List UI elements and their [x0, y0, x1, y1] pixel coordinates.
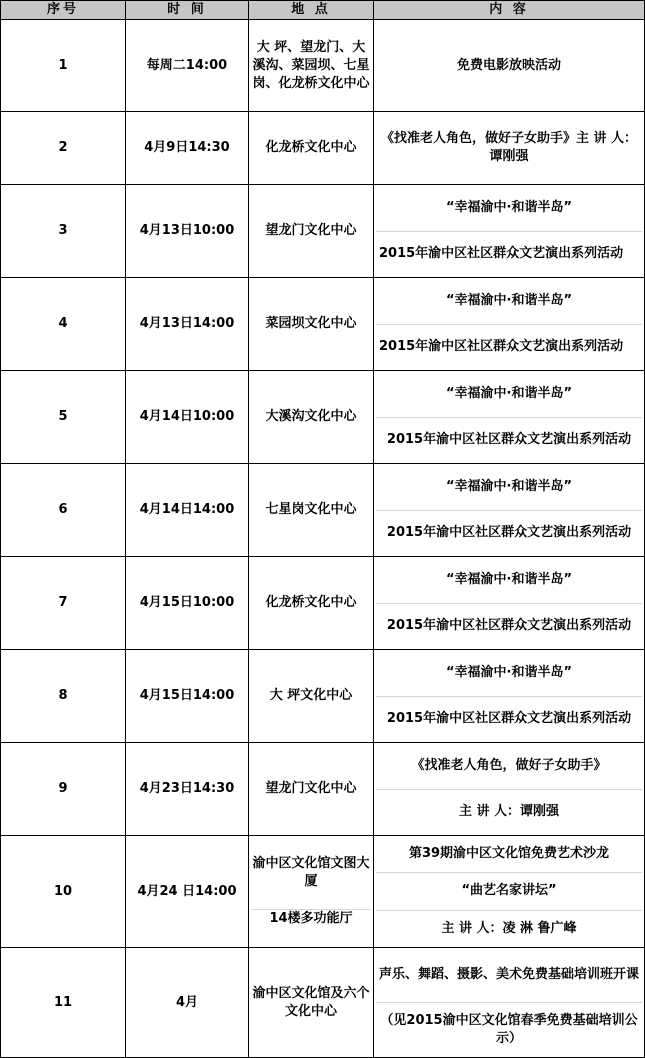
row-time: 4月: [126, 948, 249, 1058]
content-line: 声乐、舞蹈、摄影、美术免费基础培训班开课: [378, 967, 639, 982]
content-line: “幸福渝中·和谐半岛”: [445, 292, 573, 308]
row-place: 菜园坝文化中心: [249, 278, 374, 371]
table-row: [1, 278, 645, 371]
row-place: 望龙门文化中心: [249, 185, 374, 278]
header-time: 时 间: [126, 1, 249, 20]
table-row: [1, 464, 645, 557]
content-line: 主 讲 人：凌 淋 鲁广峰: [376, 910, 642, 947]
row-num: 10: [1, 836, 126, 948]
row-num: 7: [1, 557, 126, 650]
content-line: “幸福渝中·和谐半岛”: [445, 199, 573, 215]
row-content: [374, 948, 645, 1058]
table-row: [1, 185, 645, 278]
row-content: 《找准老人角色，做好子女助手》主 讲 人：谭刚强: [374, 112, 645, 185]
row-content: [374, 464, 645, 557]
table-row: [1, 743, 645, 836]
content-line: 2015年渝中区社区群众文艺演出系列活动: [376, 696, 642, 743]
row-content: [374, 836, 645, 948]
table-row: [1, 948, 645, 1058]
content-line: “幸福渝中·和谐半岛”: [445, 664, 573, 680]
row-num: 2: [1, 112, 126, 185]
row-num: 9: [1, 743, 126, 836]
row-content: [374, 185, 645, 278]
table-row: [1, 836, 645, 948]
row-place: 望龙门文化中心: [249, 743, 374, 836]
row-num: 5: [1, 371, 126, 464]
content-line: “幸福渝中·和谐半岛”: [445, 571, 573, 587]
header-place: 地 点: [249, 1, 374, 20]
row-time: 4月13日10:00: [126, 185, 249, 278]
table-row: [1, 650, 645, 743]
content-line: “曲艺名家讲坛”: [376, 872, 642, 909]
table-row: [1, 557, 645, 650]
place-line: 渝中区文化馆文图大厦: [252, 855, 370, 889]
content-line: “幸福渝中·和谐半岛”: [445, 478, 573, 494]
content-line: 2015年渝中区社区群众文艺演出系列活动: [376, 603, 642, 650]
content-line: 2015年渝中区社区群众文艺演出系列活动: [376, 417, 642, 464]
table-row: [1, 371, 645, 464]
row-content: [374, 557, 645, 650]
row-num: 1: [1, 20, 126, 112]
row-time: 每周二14:00: [126, 20, 249, 112]
row-num: 8: [1, 650, 126, 743]
row-place: 化龙桥文化中心: [249, 112, 374, 185]
table-row: [1, 20, 645, 112]
header-content: 内 容: [374, 1, 645, 20]
row-content: [374, 371, 645, 464]
row-content: [374, 650, 645, 743]
content-line: 2015年渝中区社区群众文艺演出系列活动: [376, 324, 642, 371]
content-line: 2015年渝中区社区群众文艺演出系列活动: [376, 510, 642, 557]
row-time: 4月24 日14:00: [126, 836, 249, 948]
row-time: 4月13日14:00: [126, 278, 249, 371]
header-row: [1, 1, 645, 20]
content-line: 2015年渝中区社区群众文艺演出系列活动: [376, 231, 642, 278]
table-row: [1, 112, 645, 185]
place-line: 14楼多功能厅: [251, 909, 371, 947]
content-line: （见2015渝中区文化馆春季免费基础培训公示）: [376, 1002, 642, 1057]
content-line: “幸福渝中·和谐半岛”: [445, 385, 573, 401]
row-place: 大 坪文化中心: [249, 650, 374, 743]
row-num: 3: [1, 185, 126, 278]
row-time: 4月15日10:00: [126, 557, 249, 650]
row-place: 七星岗文化中心: [249, 464, 374, 557]
row-time: 4月23日14:30: [126, 743, 249, 836]
row-time: 4月14日14:00: [126, 464, 249, 557]
content-line: 主 讲 人：谭刚强: [376, 789, 642, 836]
row-place: 化龙桥文化中心: [249, 557, 374, 650]
header-num: 序号: [1, 1, 126, 20]
row-content: 免费电影放映活动: [374, 20, 645, 112]
row-place: 大溪沟文化中心: [249, 371, 374, 464]
row-place: 渝中区文化馆及六个文化中心: [249, 948, 374, 1058]
row-num: 4: [1, 278, 126, 371]
content-line: 《找准老人角色，做好子女助手》: [411, 757, 607, 773]
row-content: [374, 278, 645, 371]
row-place: 大 坪、望龙门、大溪沟、菜园坝、七星岗、化龙桥文化中心: [249, 20, 374, 112]
row-time: 4月9日14:30: [126, 112, 249, 185]
row-time: 4月15日14:00: [126, 650, 249, 743]
row-time: 4月14日10:00: [126, 371, 249, 464]
row-place: [249, 836, 374, 948]
row-num: 6: [1, 464, 126, 557]
content-line: 第39期渝中区文化馆免费艺术沙龙: [408, 846, 610, 862]
row-content: [374, 743, 645, 836]
row-num: 11: [1, 948, 126, 1058]
